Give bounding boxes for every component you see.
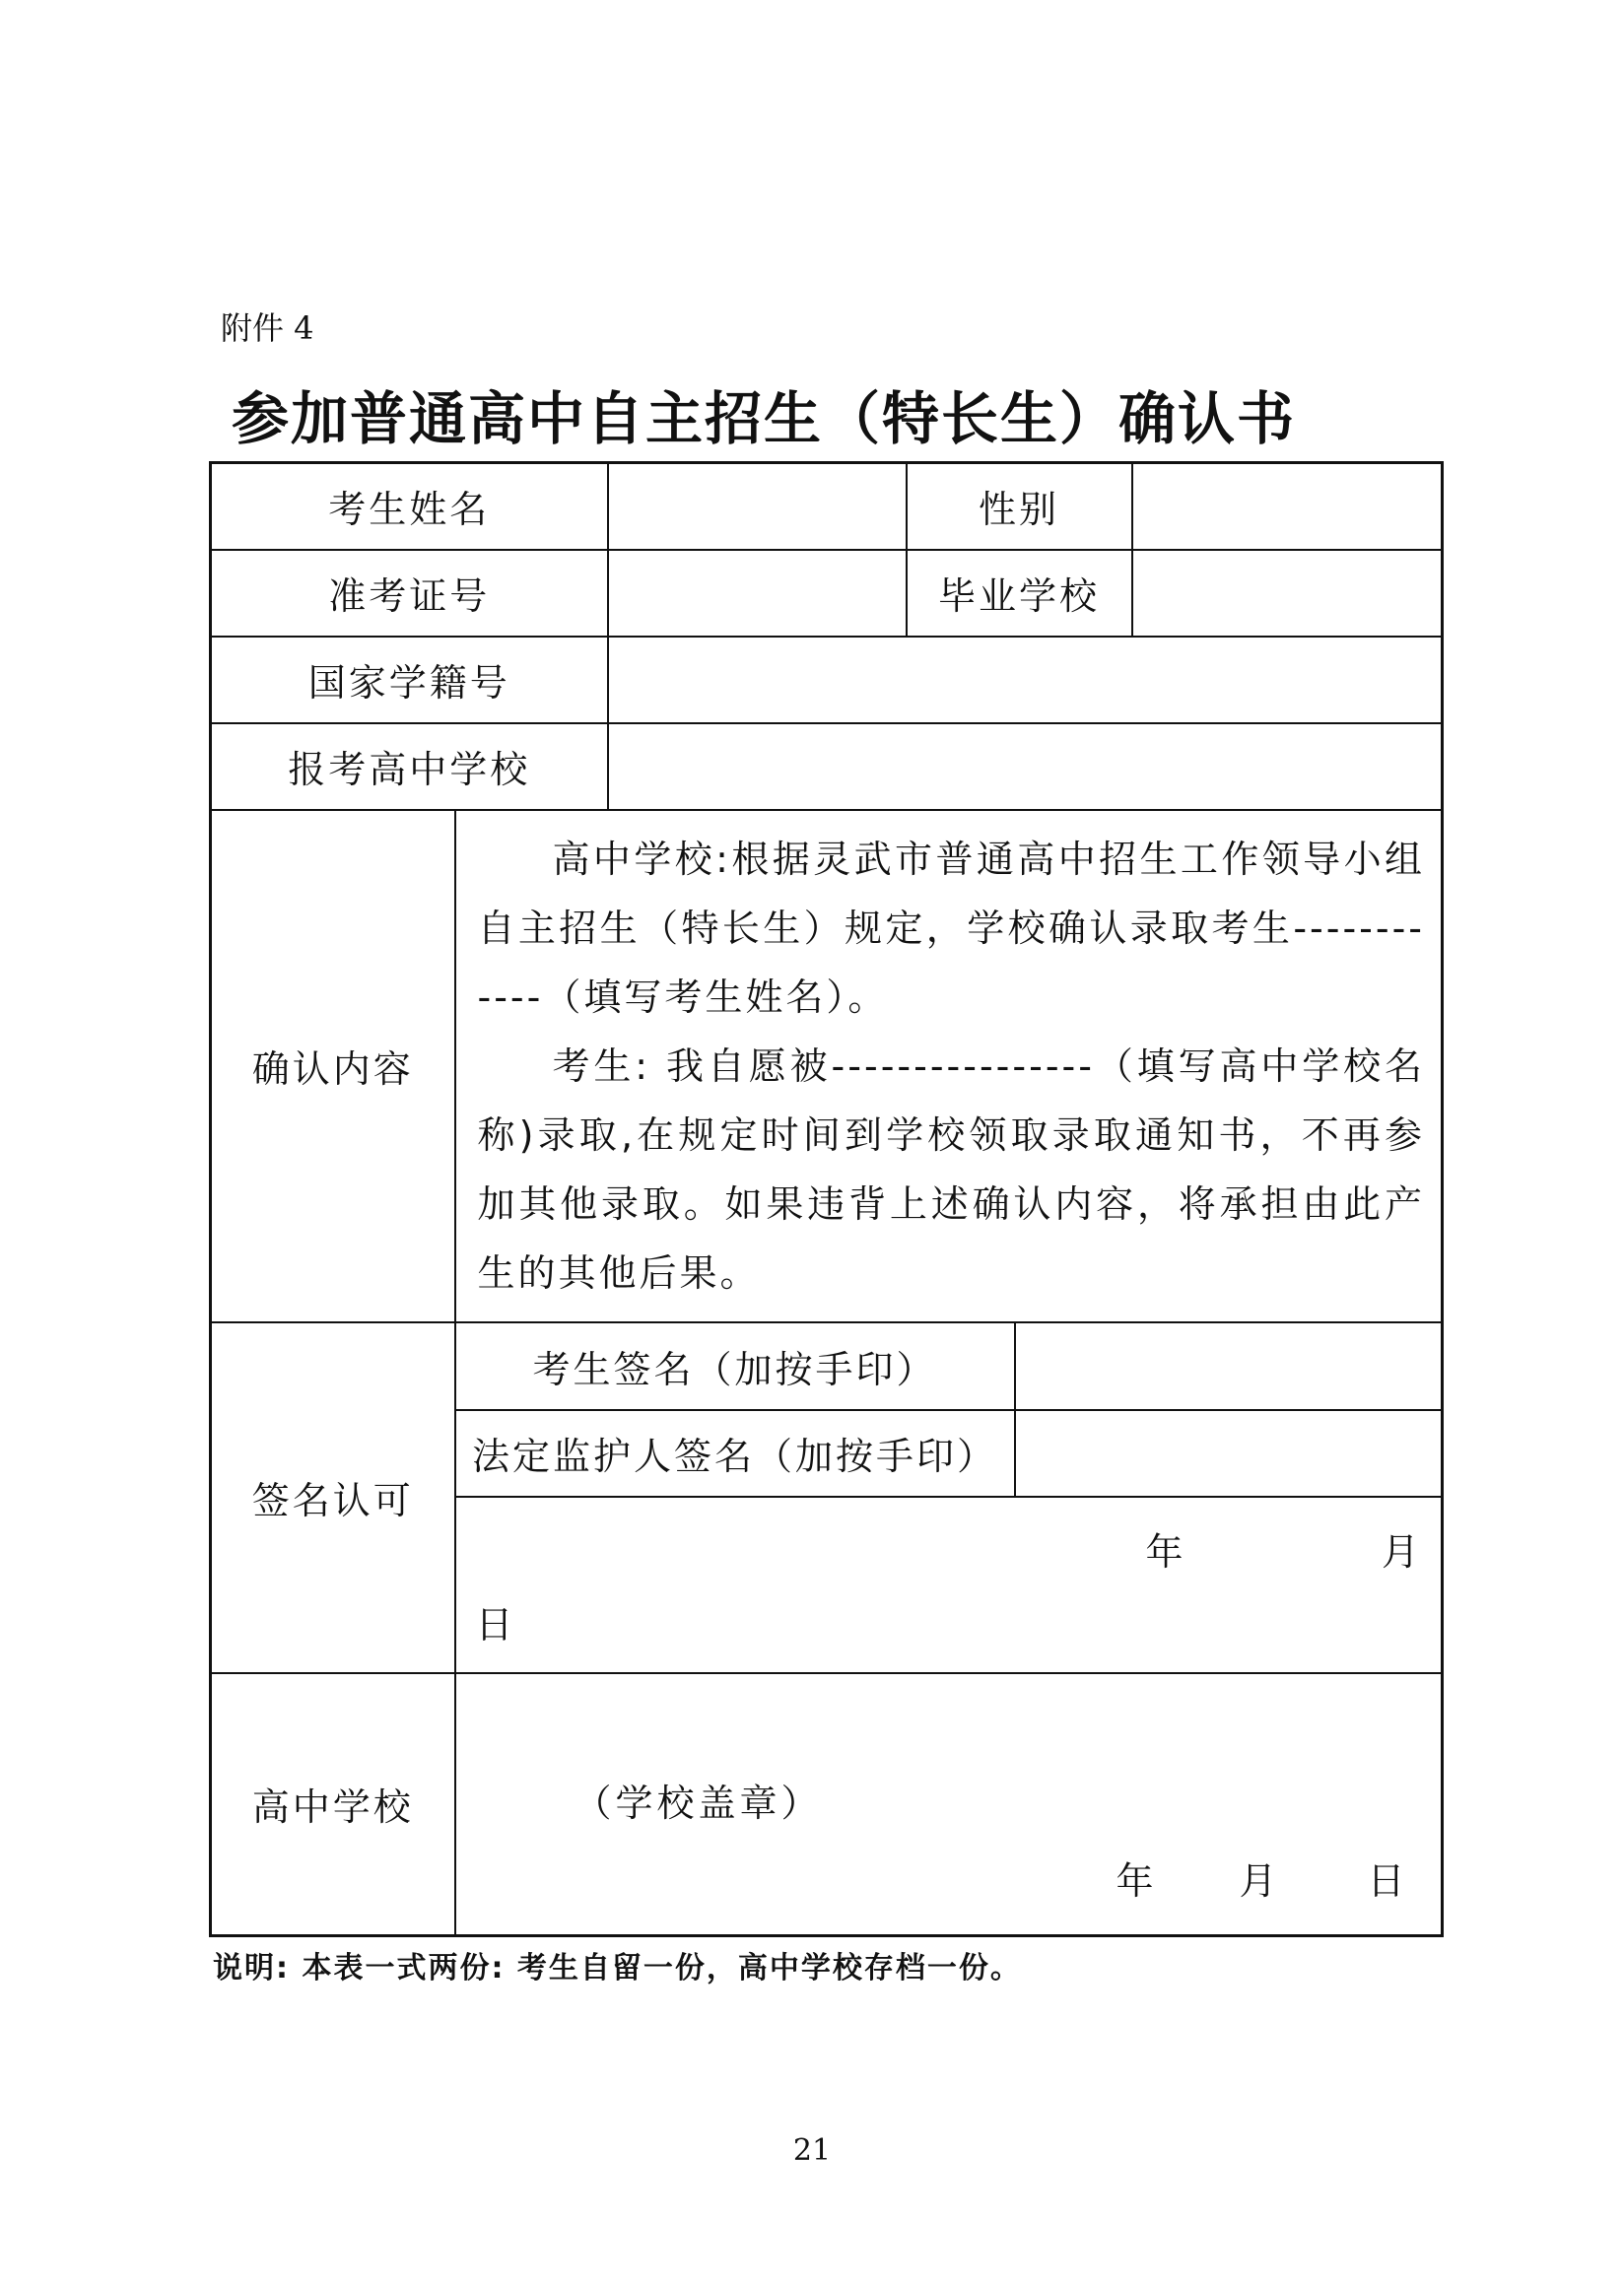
attachment-label: 附件 4 <box>221 309 314 347</box>
signature-date <box>456 1497 1442 1672</box>
school-month-label: 月 <box>1239 1859 1277 1903</box>
applied-school-label: 报考高中学校 <box>211 723 608 810</box>
student-name-label: 考生姓名 <box>211 463 608 550</box>
student-sign-field[interactable] <box>1015 1323 1442 1410</box>
national-student-id-field[interactable] <box>608 637 1443 723</box>
school-seal-label: （学校盖章） <box>574 1781 823 1825</box>
signature-table <box>456 1323 1442 1672</box>
national-student-id-label: 国家学籍号 <box>211 637 608 723</box>
confirm-content-body <box>455 810 1443 1322</box>
page-number: 21 <box>792 2133 832 2168</box>
footnote: 说明: 本表一式两份: 考生自留一份，高中学校存档一份。 <box>213 1951 1022 1986</box>
school-seal-area <box>455 1673 1443 1936</box>
student-sign-label: 考生签名（加按手印） <box>456 1323 1015 1410</box>
school-confirm-paragraph: 高中学校:根据灵武市普通高中招生工作领导小组自主招生（特长生）规定，学校确认录取考生------------（填写考生姓名）。 <box>477 837 1426 1019</box>
sign-month-label: 月 <box>1382 1529 1420 1574</box>
student-name-field[interactable] <box>608 463 907 550</box>
confirmation-form <box>209 461 1444 1937</box>
school-day-label: 日 <box>1367 1859 1405 1903</box>
sign-day-label: 日 <box>475 1602 513 1647</box>
graduated-school-field[interactable] <box>1132 550 1443 637</box>
school-year-label: 年 <box>1116 1859 1154 1903</box>
confirm-content-label: 确认内容 <box>211 810 455 1322</box>
gender-label: 性别 <box>907 463 1132 550</box>
signature-label: 签名认可 <box>211 1322 455 1673</box>
guardian-sign-label: 法定监护人签名（加按手印） <box>456 1410 1015 1497</box>
graduated-school-label: 毕业学校 <box>907 550 1132 637</box>
guardian-sign-field[interactable] <box>1015 1410 1442 1497</box>
student-confirm-paragraph: 考生: 我自愿被----------------（填写高中学校名称)录取,在规定时间到学校领取录取通知书，不再参加其他录取。如果违背上述确认内容，将承担由此产生的其他后果。 <box>477 1044 1426 1295</box>
page-title: 参加普通高中自主招生（特长生）确认书 <box>231 385 1296 452</box>
sign-year-label: 年 <box>1145 1529 1184 1574</box>
gender-field[interactable] <box>1132 463 1443 550</box>
school-label: 高中学校 <box>211 1673 455 1936</box>
applied-school-field[interactable] <box>608 723 1443 810</box>
admission-ticket-field[interactable] <box>608 550 907 637</box>
admission-ticket-label: 准考证号 <box>211 550 608 637</box>
signature-section <box>455 1322 1443 1673</box>
